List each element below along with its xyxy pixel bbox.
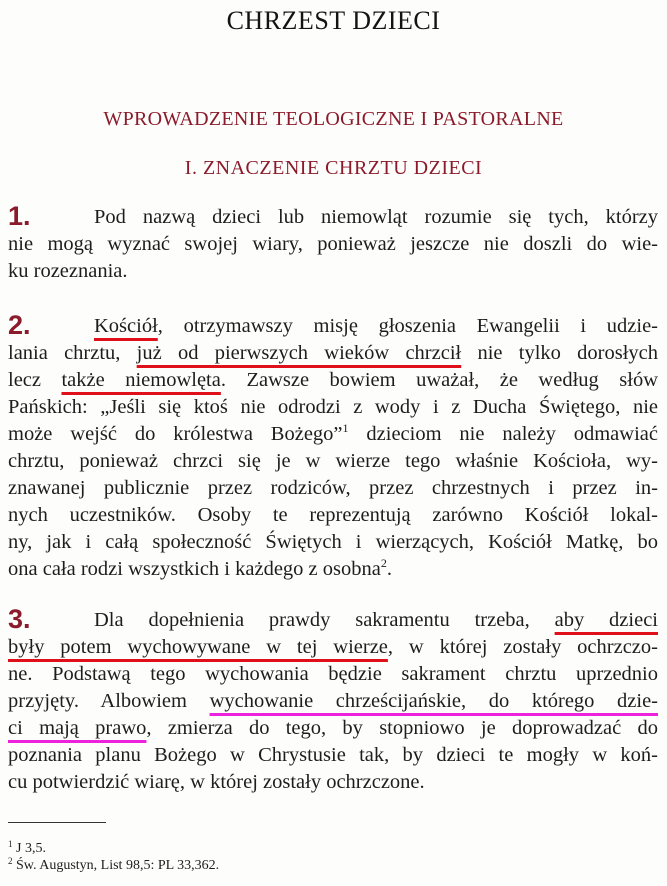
paragraph-number: 3. <box>8 604 31 634</box>
footnote-1 <box>8 840 219 857</box>
paragraph-text: ona cała rodzi wszystkich i każdego z osobna <box>8 558 381 580</box>
highlight-underline-red: były potem wychowywane w tej wierze <box>8 636 388 658</box>
paragraph-line: ny, jak i całą społeczność Świętych i wierzących, Kościół Matkę, bo <box>8 531 658 553</box>
paragraph-3 <box>8 604 659 796</box>
footnote-divider <box>8 822 106 823</box>
paragraph-line: Pańskich: „Jeśli się ktoś nie odrodzi z wody i z Ducha Świętego, nie <box>8 396 658 418</box>
highlight-underline-magenta: ci mają prawo <box>8 717 147 739</box>
paragraph-text: . <box>386 558 392 580</box>
footnote-text: Św. Augustyn, List 98,5: PL 33,362. <box>12 858 220 873</box>
subheading: I. ZNACZENIE CHRZTU DZIECI <box>184 157 483 179</box>
paragraph-2 <box>8 310 658 583</box>
paragraph-line: ne. Podstawą tego wychowania będzie sakrament chrztu uprzednio <box>8 663 658 685</box>
highlight-underline-red: także niemowlęta <box>61 369 221 391</box>
paragraph-number: 1. <box>8 201 31 231</box>
paragraph-text: lecz <box>8 369 62 391</box>
footnote-text: J 3,5. <box>12 841 46 856</box>
section-heading: WPROWADZENIE TEOLOGICZNE I PASTORALNE <box>103 108 564 130</box>
paragraph-text: . Zawsze bowiem uważał, że według słów <box>220 369 658 391</box>
paragraph-line: chrztu, ponieważ chrzci się je w wierze tego właśnie Kościoła, wy- <box>8 450 658 472</box>
paragraph-line: nych uczestników. Osoby te reprezentują zarówno Kościół lokal- <box>8 504 658 526</box>
paragraph-text: nie tylko dorosłych <box>461 342 658 364</box>
footnote-mark: 2 <box>8 856 13 866</box>
paragraph-line: ku rozeznania. <box>8 260 128 282</box>
paragraph-text: Dla dopełnienia prawdy sakramentu trzeba, <box>94 609 555 631</box>
paragraph-line: nie mogą wyznać swojej wiary, ponieważ jeszcze nie doszli do wie- <box>8 233 658 255</box>
highlight-underline-magenta: wychowanie chrześcijańskie, do którego dzie- <box>209 690 659 712</box>
paragraph-text: , w której zostały ochrzczo- <box>387 636 658 658</box>
highlight-underline-red: już od pierwszych wieków chrzcił <box>136 342 462 364</box>
paragraph-text: , zmierza do tego, by stopniowo je doprowadzać do <box>146 717 658 739</box>
paragraph-text: lania chrztu, <box>8 342 137 364</box>
footnote-2 <box>8 857 219 874</box>
highlight-underline-red: aby dzieci <box>554 609 658 631</box>
footnotes <box>8 840 219 874</box>
paragraph-1 <box>8 201 658 285</box>
paragraph-line: znawanej publicznie przez rodziców, przez chrzestnych i przez in- <box>8 477 658 499</box>
paragraph-number: 2. <box>8 310 31 340</box>
page-title: CHRZEST DZIECI <box>226 6 441 35</box>
highlight-underline-red: Kościół <box>94 315 158 337</box>
paragraph-line: poznania planu Bożego w Chrystusie tak, by dzieci te mogły w koń- <box>8 744 658 766</box>
paragraph-text: przyjęty. Albowiem <box>8 690 210 712</box>
paragraph-text: , otrzymawszy misję głoszenia Ewangelii i udzie- <box>157 315 658 337</box>
footnote-ref-2[interactable]: 2 <box>380 556 387 570</box>
paragraph-text: dzieciom nie należy odmawiać <box>348 423 658 445</box>
paragraph-line: cu potwierdzić wiarę, w której zostały ochrzczone. <box>8 771 425 793</box>
paragraph-text: może wejść do królestwa Bożego” <box>8 423 343 445</box>
paragraph-line: Pod nazwą dzieci lub niemowląt rozumie się tych, którzy <box>94 206 658 228</box>
footnote-ref-1[interactable]: 1 <box>342 421 349 435</box>
footnote-mark: 1 <box>8 839 13 849</box>
